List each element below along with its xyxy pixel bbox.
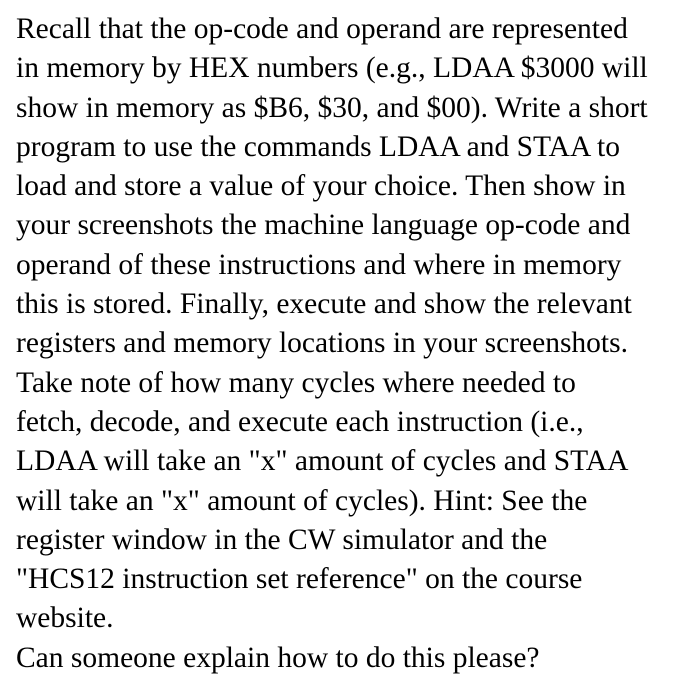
text-line: register window in the CW simulator and the xyxy=(16,523,548,556)
text-line: operand of these instructions and where in memory xyxy=(16,248,622,281)
text-line: registers and memory locations in your screenshots. xyxy=(16,327,628,360)
text-line: your screenshots the machine language op-code and xyxy=(16,209,631,242)
text-line: will take an "x" amount of cycles). Hint: See the xyxy=(16,484,588,517)
text-line: in memory by HEX numbers (e.g., LDAA $3000 will xyxy=(16,52,648,85)
question-text xyxy=(16,10,648,678)
text-line: load and store a value of your choice. Then show in xyxy=(16,170,626,203)
text-line: program to use the commands LDAA and STAA to xyxy=(16,130,620,163)
text-line: Recall that the op-code and operand are represented xyxy=(16,13,628,45)
text-line: Take note of how many cycles where needed to xyxy=(16,366,576,399)
text-line: fetch, decode, and execute each instruction (i.e., xyxy=(16,405,584,438)
text-line: Can someone explain how to do this please? xyxy=(16,641,540,674)
text-line: show in memory as $B6, $30, and $00). Write a short xyxy=(16,91,648,124)
text-line: "HCS12 instruction set reference" on the course xyxy=(16,563,583,596)
text-line: website. xyxy=(16,602,114,635)
text-line: this is stored. Finally, execute and show the relevant xyxy=(16,288,632,321)
text-line: LDAA will take an "x" amount of cycles and STAA xyxy=(16,445,629,478)
